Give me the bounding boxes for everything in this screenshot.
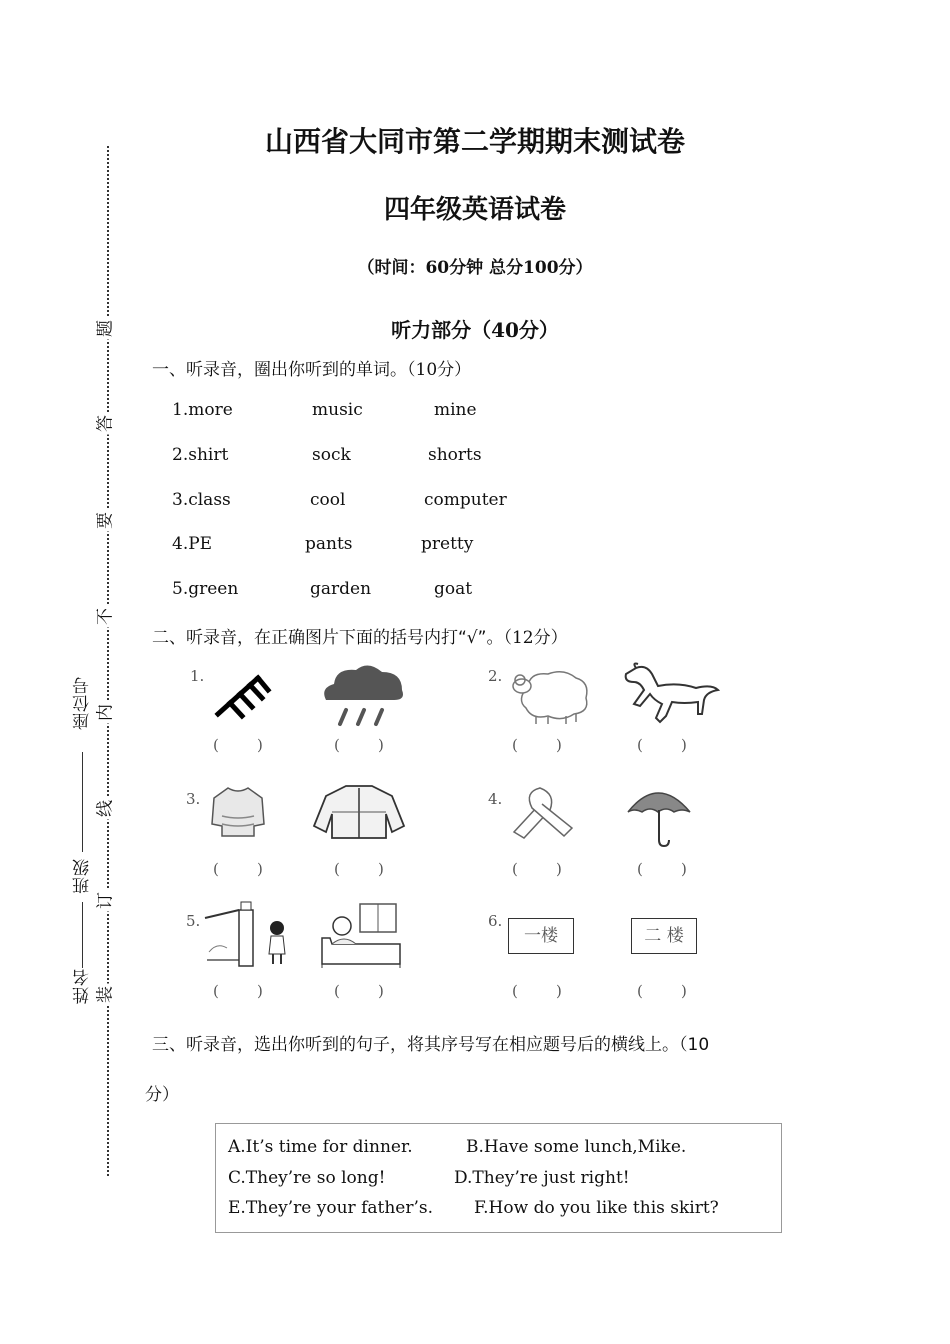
q2-instruction: 听录音，在正确图片下面的括号内打“√”。 bbox=[186, 628, 504, 648]
answer-bracket[interactable]: ( ) bbox=[334, 860, 384, 878]
binding-char-bu: 不 bbox=[91, 606, 116, 628]
seat-to-class-line bbox=[82, 752, 83, 852]
answer-bracket[interactable]: ( ) bbox=[512, 860, 562, 878]
q3-option-e: E.They’re your father’s. bbox=[228, 1198, 434, 1218]
q1-word[interactable]: 2.shirt bbox=[172, 445, 229, 465]
comb-icon bbox=[212, 670, 272, 720]
bedroom-icon bbox=[320, 902, 404, 968]
binding-char-da: 答 bbox=[91, 413, 116, 435]
q1-heading bbox=[152, 355, 471, 380]
answer-bracket[interactable]: ( ) bbox=[637, 860, 687, 878]
umbrella-icon bbox=[624, 780, 694, 850]
horse-icon bbox=[618, 660, 722, 730]
listening-section-title: 听力部分（40分） bbox=[391, 318, 559, 342]
floor-sign-second: 二 楼 bbox=[631, 918, 697, 954]
seat-number-label: 座位号 bbox=[70, 676, 95, 730]
q1-word[interactable]: goat bbox=[434, 579, 473, 599]
answer-bracket[interactable]: ( ) bbox=[512, 736, 562, 754]
answer-bracket[interactable]: ( ) bbox=[334, 982, 384, 1000]
q1-word[interactable]: 4.PE bbox=[172, 534, 213, 554]
binding-char-nei: 内 bbox=[91, 702, 116, 724]
answer-bracket[interactable]: ( ) bbox=[637, 982, 687, 1000]
q2-item-number: 6. bbox=[488, 912, 503, 930]
q1-word[interactable]: shorts bbox=[428, 445, 482, 465]
q3-heading-wrap bbox=[145, 1080, 179, 1105]
school-gate-icon bbox=[203, 898, 295, 970]
exam-info: （时间：60分钟 总分100分） bbox=[357, 258, 593, 278]
binding-char-ti: 题 bbox=[91, 318, 116, 340]
binding-char-zhuang: 装 bbox=[91, 984, 116, 1006]
q1-word[interactable]: cool bbox=[310, 490, 346, 510]
q3-option-f: F.How do you like this skirt? bbox=[474, 1198, 719, 1218]
sheep-icon bbox=[508, 664, 592, 726]
binding-char-xian: 线 bbox=[91, 798, 116, 820]
q3-options-box bbox=[215, 1123, 782, 1233]
answer-bracket[interactable]: ( ) bbox=[213, 860, 263, 878]
answer-bracket[interactable]: ( ) bbox=[334, 736, 384, 754]
floor-sign-first: 一楼 bbox=[508, 918, 574, 954]
q1-word[interactable]: garden bbox=[310, 579, 372, 599]
class-to-name-line bbox=[82, 902, 83, 968]
q3-heading bbox=[152, 1030, 832, 1055]
q1-word[interactable]: pretty bbox=[421, 534, 474, 554]
q1-word[interactable]: sock bbox=[312, 445, 351, 465]
answer-bracket[interactable]: ( ) bbox=[512, 982, 562, 1000]
q2-points: （12分） bbox=[503, 628, 568, 648]
rain-cloud-icon bbox=[318, 662, 408, 730]
answer-bracket[interactable]: ( ) bbox=[213, 736, 263, 754]
q3-option-a: A.It’s time for dinner. bbox=[228, 1137, 413, 1157]
q3-instruction-wrap: 分） bbox=[145, 1085, 179, 1105]
q1-word[interactable]: 1.more bbox=[172, 400, 233, 420]
q3-instruction: 听录音，选出你听到的句子，将其序号写在相应题号后的横线上。（10 bbox=[186, 1035, 710, 1055]
q2-prefix: 二、 bbox=[152, 628, 186, 648]
q2-item-number: 5. bbox=[186, 912, 201, 930]
q2-item-number: 1. bbox=[190, 667, 205, 685]
q1-word[interactable]: 5.green bbox=[172, 579, 239, 599]
class-label: 班级 bbox=[70, 858, 95, 894]
q3-prefix: 三、 bbox=[152, 1035, 186, 1055]
binding-char-yao: 要 bbox=[91, 510, 116, 532]
q1-word[interactable]: mine bbox=[434, 400, 477, 420]
q2-item-number: 4. bbox=[488, 790, 503, 808]
q1-instruction: 听录音，圈出你听到的单词。 bbox=[186, 360, 407, 380]
q3-option-d: D.They’re just right! bbox=[454, 1168, 630, 1188]
q1-prefix: 一、 bbox=[152, 360, 186, 380]
name-label: 姓名 bbox=[70, 968, 95, 1004]
q1-points: （10分） bbox=[407, 360, 472, 380]
exam-subtitle: 四年级英语试卷 bbox=[383, 195, 566, 225]
q2-item-number: 3. bbox=[186, 790, 201, 808]
q3-option-c: C.They’re so long! bbox=[228, 1168, 386, 1188]
answer-bracket[interactable]: ( ) bbox=[213, 982, 263, 1000]
binding-dotted-line bbox=[107, 146, 109, 1176]
q3-option-b: B.Have some lunch,Mike. bbox=[466, 1137, 687, 1157]
answer-bracket[interactable]: ( ) bbox=[637, 736, 687, 754]
binding-char-ding: 订 bbox=[91, 890, 116, 912]
q1-word[interactable]: music bbox=[312, 400, 363, 420]
q1-word[interactable]: 3.class bbox=[172, 490, 231, 510]
exam-title: 山西省大同市第二学期期末测试卷 bbox=[264, 125, 685, 158]
scarf-icon bbox=[510, 784, 576, 846]
q1-word[interactable]: computer bbox=[424, 490, 507, 510]
q2-heading bbox=[152, 623, 568, 648]
jacket-icon bbox=[312, 782, 406, 842]
q2-item-number: 2. bbox=[488, 667, 503, 685]
q1-word[interactable]: pants bbox=[305, 534, 353, 554]
sweater-icon bbox=[208, 784, 268, 840]
